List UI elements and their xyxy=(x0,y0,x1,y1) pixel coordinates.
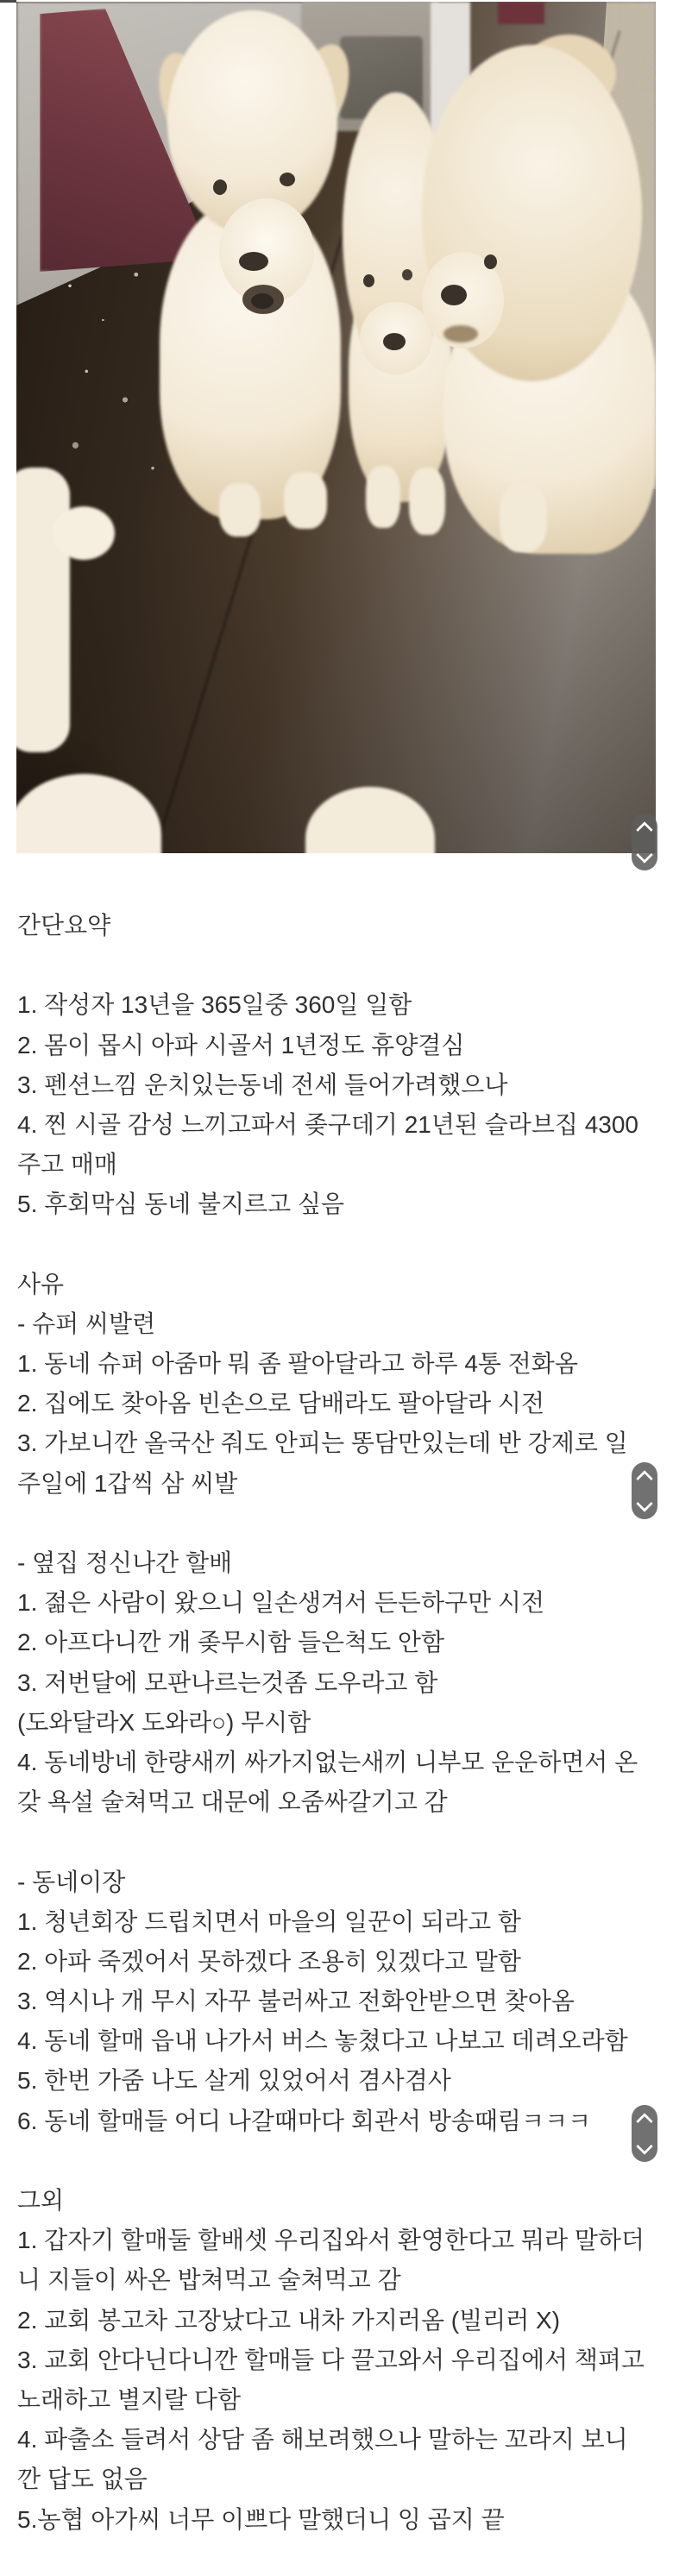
text-line: (도와달라X 도와라○) 무시함 xyxy=(17,1708,311,1736)
puppy-middle-leg xyxy=(409,468,445,535)
post-photo[interactable] xyxy=(16,2,656,853)
text-line: 2. 몸이 몹시 아파 시골서 1년정도 휴양결심 xyxy=(17,1031,465,1059)
text-line: 1. 작성자 13년을 365일중 360일 일함 xyxy=(17,991,412,1019)
puppy-partial-leg xyxy=(16,468,70,752)
text-line: 4. 동네방네 한량새끼 싸가지없는새끼 니부모 운운하면서 온 xyxy=(17,1748,638,1775)
scroll-widget[interactable] xyxy=(632,814,657,870)
text-line: 6. 동네 할매들 어디 나갈때마다 회관서 방송때림ㅋㅋㅋ xyxy=(17,2107,592,2134)
puppy-middle-nose xyxy=(383,333,406,350)
puppy-right-mouth-shadow xyxy=(443,325,478,342)
text-line: 4. 파출소 들려서 상담 좀 해보려했으나 말하는 꼬라지 보니 xyxy=(17,2426,628,2453)
text-line: 노래하고 별지랄 다함 xyxy=(17,2385,241,2413)
chevron-down-icon xyxy=(636,1495,653,1512)
puppy-left-eye xyxy=(280,173,295,186)
post-text xyxy=(0,906,673,2540)
text-line: 주일에 1갑씩 삼 씨발 xyxy=(17,1469,238,1497)
text-line: 5. 한번 가줌 나도 살게 있었어서 겸사겸사 xyxy=(17,2067,451,2095)
text-line: 3. 가보니깐 올국산 줘도 안피는 똥담만있는데 반 강제로 일 xyxy=(17,1429,628,1457)
puppy-middle-leg xyxy=(366,466,400,528)
blank-line xyxy=(17,1822,656,1862)
text-line: 3. 펜션느낌 운치있는동네 전세 들어가려했으나 xyxy=(17,1071,508,1098)
scroll-widget[interactable] xyxy=(632,1462,657,1519)
scroll-down-button[interactable] xyxy=(632,842,657,870)
text-line: - 옆집 정신나간 할배 xyxy=(17,1549,233,1576)
scroll-down-button[interactable] xyxy=(632,2133,657,2162)
text-line: 4. 찐 시골 감성 느끼고파서 좆구데기 21년된 슬라브집 4300 xyxy=(17,1110,638,1138)
puppy-middle-eye xyxy=(402,269,412,280)
text-line: - 동네이장 xyxy=(17,1868,126,1895)
text-line: 5.농협 아가씨 너무 이쁘다 말했더니 잉 곱지 끝 xyxy=(17,2505,505,2533)
text-line: 그외 xyxy=(17,2187,65,2214)
chevron-up-icon xyxy=(636,821,653,839)
puppy-left-leg xyxy=(219,483,261,537)
text-line: 2. 교회 봉고차 고장났다고 내차 가지러옴 (빌리러 X) xyxy=(17,2306,561,2334)
text-line: 1. 청년회장 드립치면서 마을의 일꾼이 되라고 함 xyxy=(17,1907,521,1935)
blank-line xyxy=(17,1504,656,1543)
puppy-partial-paw xyxy=(53,506,115,560)
text-line: 3. 역시나 개 무시 자꾸 불러싸고 전화안받으면 찾아옴 xyxy=(17,1988,575,2015)
scroll-up-button[interactable] xyxy=(632,1462,657,1491)
text-line: 2. 아파 죽겠어서 못하겠다 조용히 있겠다고 말함 xyxy=(17,1947,521,1975)
puppy-left-leg xyxy=(284,472,327,529)
text-line: 4. 동네 할매 읍내 나가서 버스 놓쳤다고 나보고 데려오라함 xyxy=(17,2027,628,2055)
top-edge-artifact xyxy=(0,0,16,3)
text-line: 간단요약 xyxy=(17,912,111,939)
text-line: 사유 xyxy=(17,1270,65,1297)
text-line: 1. 동네 슈퍼 아줌마 뭐 좀 팔아달라고 하루 4통 전화옴 xyxy=(17,1350,578,1378)
blank-line xyxy=(17,2141,656,2181)
puppy-left-nose xyxy=(239,252,268,271)
text-line: 니 지들이 싸온 밥쳐먹고 술쳐먹고 감 xyxy=(17,2266,401,2294)
puppy-right-leg xyxy=(500,483,547,552)
chevron-down-icon xyxy=(636,2138,653,2155)
scroll-widget[interactable] xyxy=(632,2105,657,2162)
text-line: 갖 욕설 술쳐먹고 대문에 오줌싸갈기고 감 xyxy=(17,1788,448,1816)
blank-line xyxy=(17,946,656,985)
text-line: 2. 집에도 찾아옴 빈손으로 담배라도 팔아달라 시전 xyxy=(17,1390,544,1417)
text-line: 주고 매매 xyxy=(17,1151,117,1178)
text-line: 2. 아프다니깐 개 좆무시함 들은척도 안함 xyxy=(17,1629,445,1656)
text-line: 3. 교회 안다닌다니깐 할매들 다 끌고와서 우리집에서 책펴고 xyxy=(17,2346,645,2373)
scroll-up-button[interactable] xyxy=(632,814,657,842)
puppy-right-nose xyxy=(441,285,467,305)
text-line: 3. 저번달에 모판나르는것좀 도우라고 함 xyxy=(17,1668,438,1696)
puppy-middle-eye xyxy=(363,274,374,287)
chevron-up-icon xyxy=(636,1470,653,1487)
text-line: 1. 젊은 사람이 왔으니 일손생겨서 든든하구만 시전 xyxy=(17,1589,544,1617)
scroll-down-button[interactable] xyxy=(632,1491,657,1519)
puppy-left-mouth-inner xyxy=(251,293,274,309)
blank-line xyxy=(17,1225,656,1265)
text-line: - 슈퍼 씨발련 xyxy=(17,1310,156,1337)
puppy-right-eye xyxy=(484,254,497,269)
chevron-up-icon xyxy=(636,2113,653,2130)
chevron-down-icon xyxy=(636,846,653,864)
scroll-up-button[interactable] xyxy=(632,2105,657,2133)
text-line: 5. 후회막심 동네 불지르고 싶음 xyxy=(17,1191,345,1218)
text-line: 깐 답도 없음 xyxy=(17,2466,148,2493)
text-line: 1. 갑자기 할매둘 할배셋 우리집와서 환영한다고 뭐라 말하더 xyxy=(17,2227,645,2254)
